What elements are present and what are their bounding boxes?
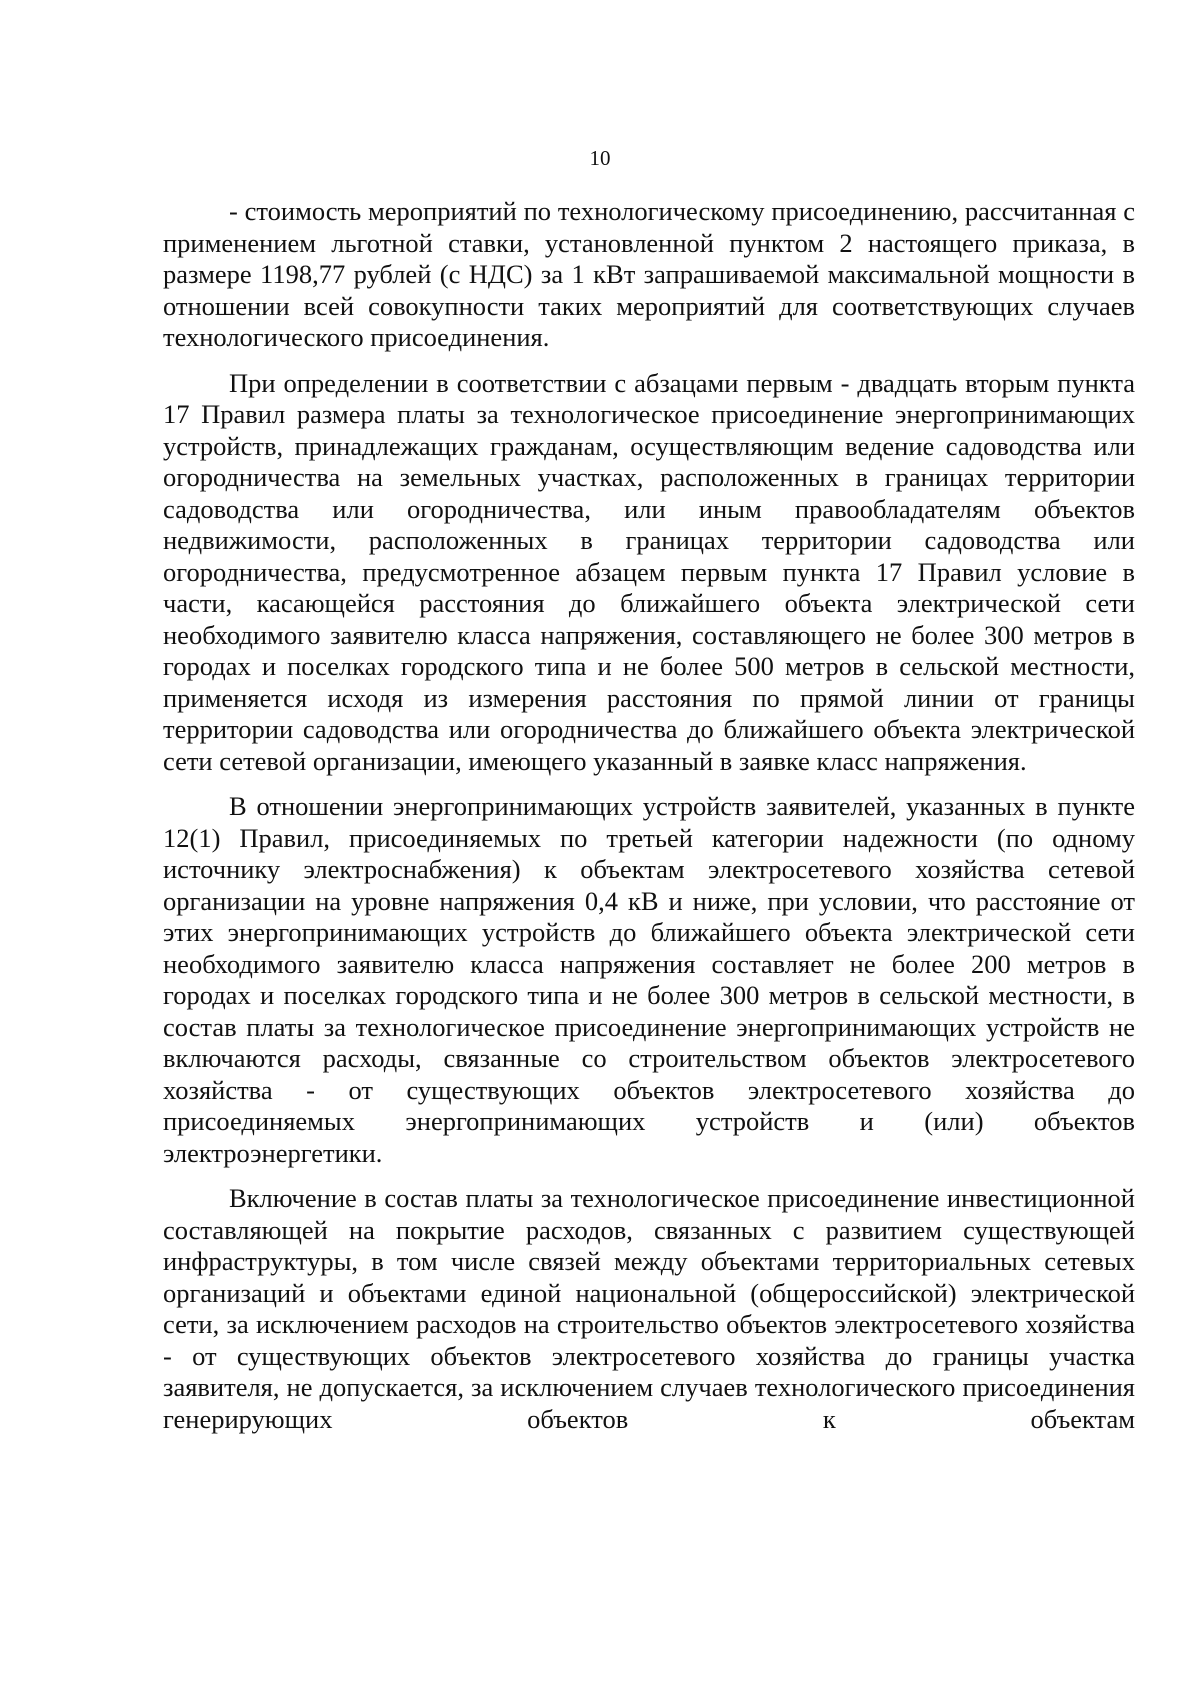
document-body bbox=[163, 196, 1135, 1435]
paragraph-third-category: В отношении энергопринимающих устройств заявителей, указанных в пункте 12(1) Правил, присоединяемых по третьей категории надежности (по одному источнику электроснабжения) к объектам электросетевого хозяйства сетевой организации на уровне напряжения 0,4 кВ и ниже, при условии, что расстояние от этих энергопринимающих устройств до ближайшего объекта электрической сети необходимого заявителю класса напряжения составляет не более 200 метров в городах и поселках городского типа и не более 300 метров в сельской местности, в состав платы за технологическое присоединение энергопринимающих устройств не включаются расходы, связанные со строительством объектов электросетевого хозяйства - от существующих объектов электросетевого хозяйства до присоединяемых энергопринимающих устройств и (или) объектов электроэнергетики. bbox=[163, 791, 1135, 1168]
paragraph-investment-component: Включение в состав платы за технологическое присоединение инвестиционной составляющей на покрытие расходов, связанных с развитием существующей инфраструктуры, в том числе связей между объектами территориальных сетевых организаций и объектами единой национальной (общероссийской) электрической сети, за исключением расходов на строительство объектов электросетевого хозяйства - от существующих объектов электросетевого хозяйства до границы участка заявителя, не допускается, за исключением случаев технологического присоединения генерирующих объектов к объектам bbox=[163, 1183, 1135, 1434]
paragraph-cost: - стоимость мероприятий по технологическому присоединению, рассчитанная с применением льготной ставки, установленной пунктом 2 настоящего приказа, в размере 1198,77 рублей (с НДС) за 1 кВт запрашиваемой максимальной мощности в отношении всей совокупности таких мероприятий для соответствующих случаев технологического присоединения. bbox=[163, 196, 1135, 352]
paragraph-distance-gardening: При определении в соответствии с абзацами первым - двадцать вторым пункта 17 Правил размера платы за технологическое присоединение энергопринимающих устройств, принадлежащих гражданам, осуществляющим ведение садоводства или огородничества на земельных участках, расположенных в границах территории садоводства или огородничества, или иным правообладателям объектов недвижимости, расположенных в границах территории садоводства или огородничества, предусмотренное абзацем первым пункта 17 Правил условие в части, касающейся расстояния до ближайшего объекта электрической сети необходимого заявителю класса напряжения, составляющего не более 300 метров в городах и поселках городского типа и не более 500 метров в сельской местности, применяется исходя из измерения расстояния по прямой линии от границы территории садоводства или огородничества до ближайшего объекта электрической сети сетевой организации, имеющего указанный в заявке класс напряжения. bbox=[163, 367, 1135, 776]
page-number: 10 bbox=[589, 146, 611, 170]
